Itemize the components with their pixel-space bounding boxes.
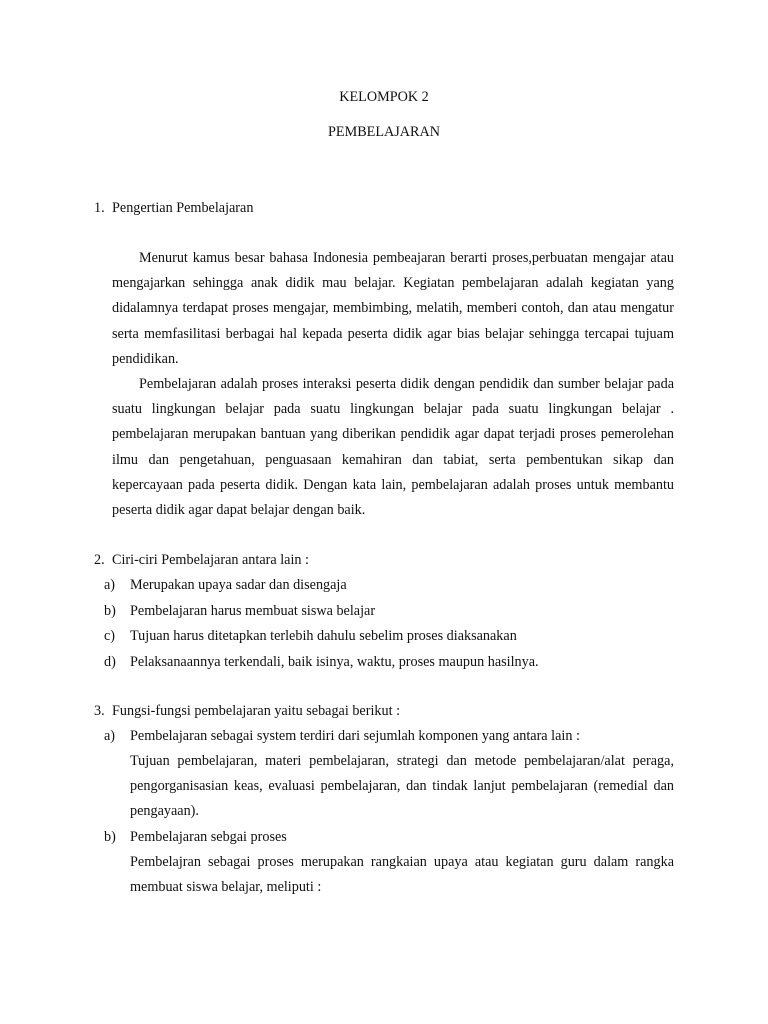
list-item: [104, 575, 674, 601]
list-item-letter: d): [104, 653, 116, 670]
document-title: KELOMPOK 2: [339, 89, 429, 105]
list-item-text: Pembelajaran sebgai proses: [130, 829, 287, 845]
list-item-detail: Tujuan pembelajaran, materi pembelajaran, strategi dan metode pembelajaran/alat peraga, pengorganisasian keas, evaluasi pembelajaran, dan tindak lanjut pembelajaran (remedial dan pengayaan).: [130, 753, 674, 820]
list-item-text: Pembelajaran harus membuat siswa belajar: [130, 602, 376, 619]
section-3-title: Fungsi-fungsi pembelajaran yaitu sebagai berikut :: [112, 703, 401, 719]
document-subtitle: PEMBELAJARAN: [328, 124, 440, 140]
section-1-number: 1.: [94, 200, 105, 216]
section-2-list: [104, 575, 674, 677]
list-item-letter: a): [104, 577, 116, 593]
section-2-heading: [94, 552, 309, 569]
section-1-paragraph-2: Pembelajaran adalah proses interaksi peserta didik dengan pendidik dan sumber belajar pada suatu lingkungan belajar pada suatu lingkungan belajar pada suatu lingkungan belajar . pembelajaran merupakan bantuan yang diberikan pendidik agar dapat terjadi proses pemerolehan ilmu dan pengetahuan, penguasaan kemahiran dan tabiat, serta pembentukan sikap dan kepercayaan pada peserta didik. Dengan kata lain, pembelajaran adalah proses untuk membantu peserta didik agar dapat belajar dengan baik.: [112, 376, 674, 519]
section-1-title: Pengertian Pembelajaran: [112, 200, 254, 216]
section-2-number: 2.: [94, 552, 105, 568]
list-item: [104, 601, 674, 627]
list-item-text: Pelaksanaannya terkendali, baik isinya, waktu, proses maupun hasilnya.: [130, 653, 539, 670]
list-item-detail: Pembelajran sebagai proses merupakan rangkaian upaya atau kegiatan guru dalam rangka membuat siswa belajar, meliputi :: [130, 854, 674, 896]
list-item: [104, 728, 580, 745]
section-2-title: Ciri-ciri Pembelajaran antara lain :: [112, 552, 309, 568]
list-item: [104, 652, 674, 678]
list-item-letter: c): [104, 628, 116, 644]
section-3-heading: [94, 703, 400, 720]
list-item: [104, 829, 287, 846]
section-3-number: 3.: [94, 703, 105, 719]
section-1-paragraph-1: Menurut kamus besar bahasa Indonesia pembeajaran berarti proses,perbuatan mengajar atau mengajarkan sehingga anak didik mau belajar. Kegiatan pembelajaran adalah kegiatan yang didalamnya terdapat proses mengajar, membimbing, melatih, memberi contoh, dan atau mengatur serta memfasilitasi berbagai hal kepada peserta didik agar bias belajar sehingga tercapai tujuam pendidikan.: [112, 250, 674, 367]
list-item-letter: b): [104, 829, 116, 845]
list-item-letter: b): [104, 602, 116, 619]
list-item-text: Tujuan harus ditetapkan terlebih dahulu sebelim proses diaksanakan: [130, 628, 517, 644]
list-item-text: Merupakan upaya sadar dan disengaja: [130, 577, 347, 593]
section-1-heading: [94, 200, 253, 217]
list-item-text: Pembelajaran sebagai system terdiri dari sejumlah komponen yang antara lain :: [130, 728, 580, 744]
list-item-letter: a): [104, 728, 116, 744]
list-item: [104, 626, 674, 652]
